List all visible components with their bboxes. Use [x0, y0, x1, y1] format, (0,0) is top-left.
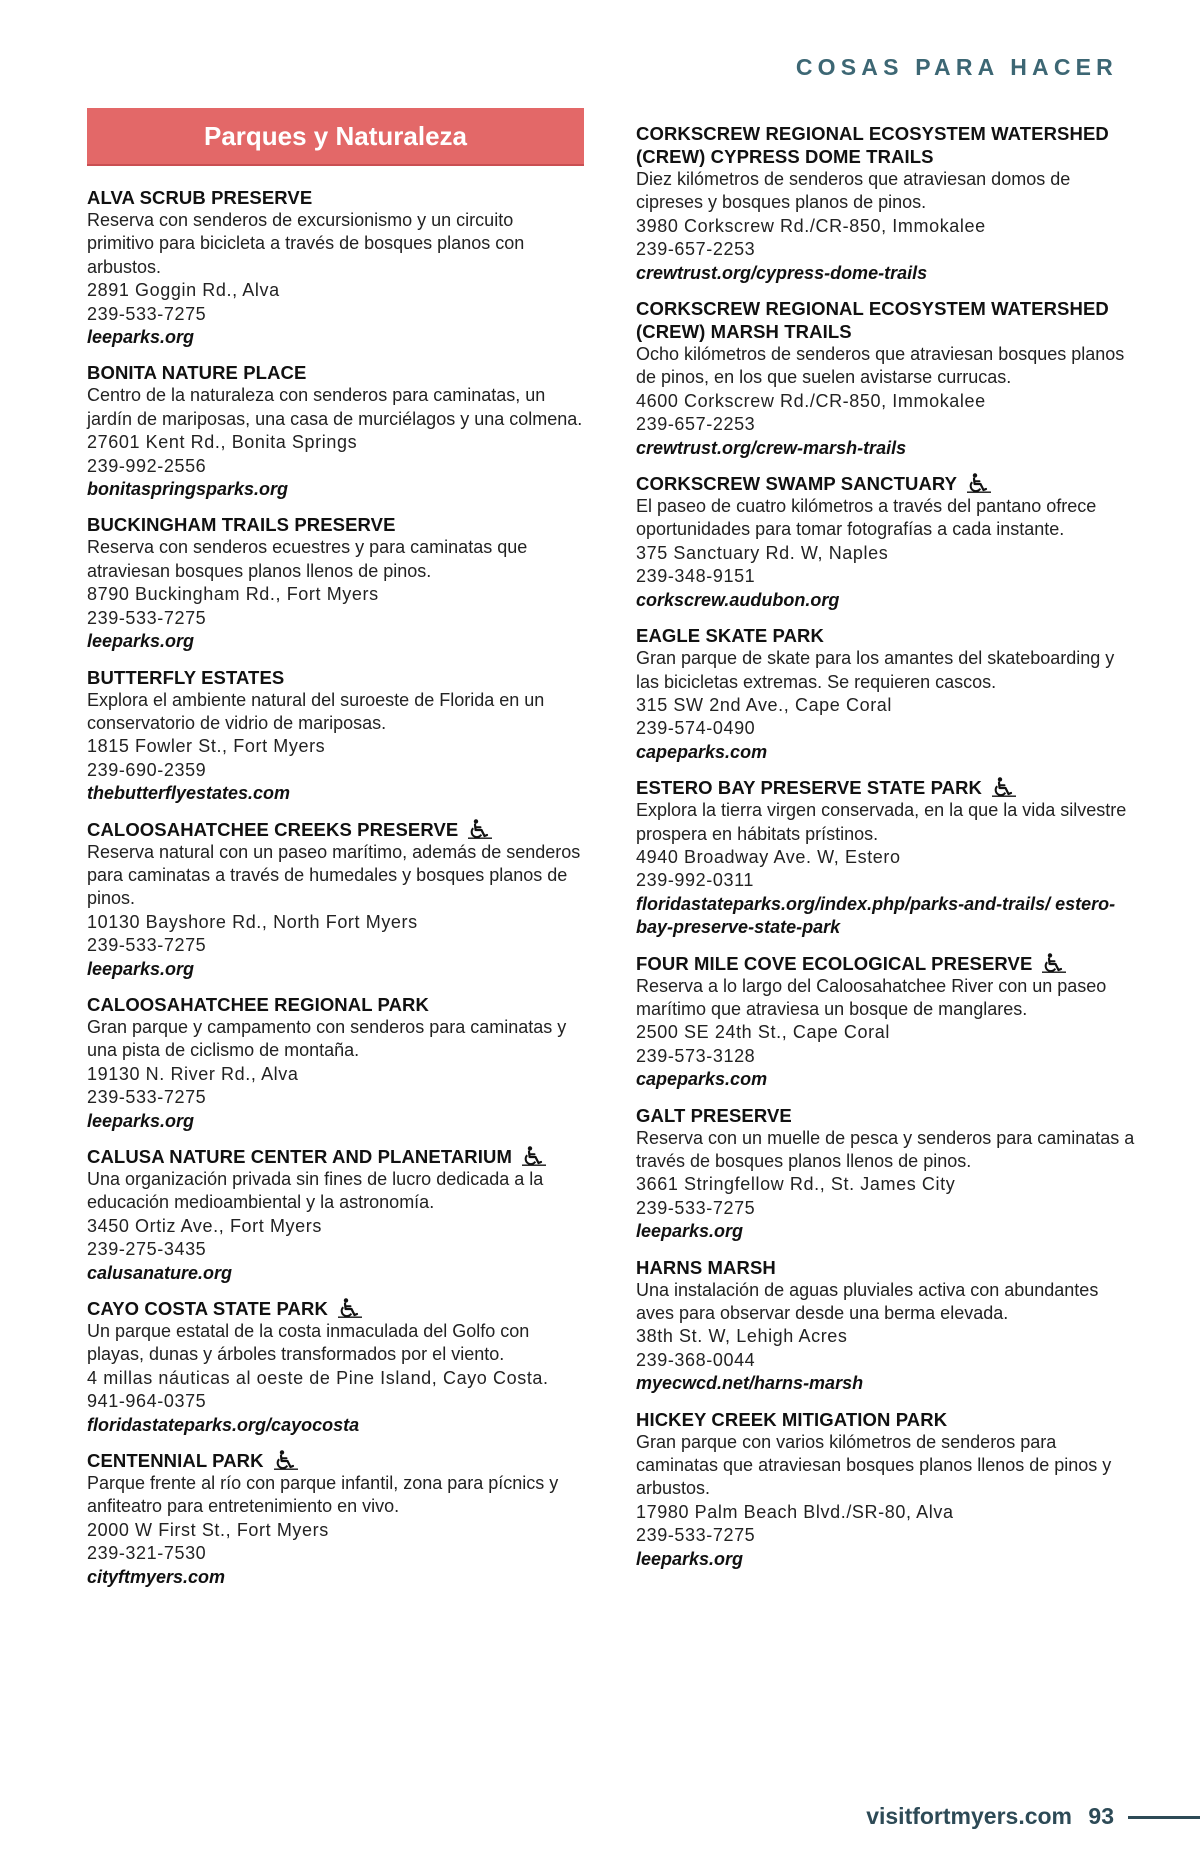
- park-description: El paseo de cuatro kilómetros a través del pantano ofrece oportunidades para tomar fotografías a cada instante.: [636, 496, 1097, 540]
- park-website-link[interactable]: leeparks.org: [636, 1548, 744, 1569]
- park-title: CAYO COSTA STATE PARK: [87, 1297, 584, 1320]
- section-label: COSAS PARA HACER: [795, 54, 1118, 80]
- right-column: [636, 122, 1136, 1583]
- park-phone: 239-573-3128: [636, 1045, 756, 1066]
- park-description: Ocho kilómetros de senderos que atraviesan bosques planos de pinos, en los que suelen avistarse currucas.: [636, 344, 1125, 388]
- park-description: Reserva con senderos de excursionismo y un circuito primitivo para bicicleta a través de bosques planos con arbustos.: [87, 210, 525, 277]
- park-title: HICKEY CREEK MITIGATION PARK: [636, 1408, 948, 1430]
- park-description: Una instalación de aguas pluviales activa con abundantes aves para observar desde una berma elevada.: [636, 1279, 1099, 1324]
- park-entry: [87, 361, 584, 501]
- park-address: 1815 Fowler St., Fort Myers: [87, 736, 326, 757]
- park-entry: [636, 122, 1136, 285]
- left-entry-list: [87, 186, 584, 1589]
- footer-site-link[interactable]: visitfortmyers.com: [866, 1803, 1073, 1829]
- wheelchair-icon: [992, 777, 1016, 797]
- park-description: Gran parque con varios kilómetros de senderos para caminatas que atraviesan bosques planos llenos de pinos y arbustos.: [636, 1431, 1112, 1499]
- park-entry: [87, 1449, 584, 1589]
- park-description: Gran parque de skate para los amantes del skateboarding y las bicicletas extremas. Se requieren cascos.: [636, 648, 1115, 692]
- park-address: 4600 Corkscrew Rd./CR-850, Immokalee: [636, 390, 986, 411]
- park-address: 3450 Ortiz Ave., Fort Myers: [87, 1215, 322, 1236]
- park-phone: 239-321-7530: [87, 1543, 207, 1564]
- park-entry: [636, 952, 1136, 1092]
- park-entry: [636, 297, 1136, 460]
- park-title: BUTTERFLY ESTATES: [87, 666, 285, 688]
- park-title: ESTERO BAY PRESERVE STATE PARK: [636, 776, 1136, 799]
- park-description: Gran parque y campamento con senderos para caminatas y una pista de ciclismo de montaña.: [87, 1016, 567, 1061]
- park-website-link[interactable]: crewtrust.org/cypress-dome-trails: [636, 262, 928, 283]
- park-phone: 239-368-0044: [636, 1349, 756, 1370]
- park-entry: [636, 472, 1136, 612]
- park-title: CORKSCREW SWAMP SANCTUARY: [636, 472, 1136, 495]
- park-entry: [87, 186, 584, 349]
- park-address: 315 SW 2nd Ave., Cape Coral: [636, 694, 893, 715]
- park-description: Una organización privada sin fines de lucro dedicada a la educación medioambiental y la astronomía.: [87, 1169, 544, 1213]
- footer-rule: [1128, 1816, 1200, 1819]
- park-title: CALUSA NATURE CENTER AND PLANETARIUM: [87, 1145, 584, 1168]
- park-address: 4940 Broadway Ave. W, Estero: [636, 846, 901, 867]
- park-website-link[interactable]: leeparks.org: [87, 631, 195, 652]
- park-description: Reserva a lo largo del Caloosahatchee River con un paseo marítimo que atraviesa un bosque de manglares.: [636, 975, 1107, 1019]
- park-address: 8790 Buckingham Rd., Fort Myers: [87, 584, 379, 605]
- park-entry: [636, 1104, 1136, 1244]
- park-title: ALVA SCRUB PRESERVE: [87, 187, 313, 208]
- park-website-link[interactable]: crewtrust.org/crew-marsh-trails: [636, 437, 907, 458]
- park-description: Diez kilómetros de senderos que atraviesan domos de cipreses y bosques planos de pinos.: [636, 169, 1071, 213]
- park-title: HARNS MARSH: [636, 1256, 776, 1278]
- park-title: CORKSCREW REGIONAL ECOSYSTEM WATERSHED (CREW) MARSH TRAILS: [636, 298, 1109, 343]
- park-entry: [87, 1145, 584, 1285]
- park-entry: [87, 513, 584, 653]
- park-address: 2500 SE 24th St., Cape Coral: [636, 1022, 890, 1043]
- park-website-link[interactable]: leeparks.org: [636, 1221, 744, 1242]
- park-entry: [87, 1297, 584, 1437]
- wheelchair-icon: [967, 473, 991, 493]
- park-address: 3980 Corkscrew Rd./CR-850, Immokalee: [636, 215, 986, 236]
- park-description: Centro de la naturaleza con senderos para caminatas, un jardín de mariposas, una casa de murciélagos y una colmena.: [87, 385, 583, 429]
- park-title: EAGLE SKATE PARK: [636, 625, 824, 647]
- wheelchair-icon: [274, 1450, 298, 1470]
- park-address: 375 Sanctuary Rd. W, Naples: [636, 542, 889, 563]
- park-address: 2000 W First St., Fort Myers: [87, 1519, 329, 1540]
- park-phone: 239-533-7275: [87, 303, 207, 324]
- left-column: [87, 108, 584, 1601]
- park-website-link[interactable]: leeparks.org: [87, 1110, 195, 1131]
- park-title: CENTENNIAL PARK: [87, 1449, 584, 1472]
- park-phone: 239-275-3435: [87, 1239, 207, 1260]
- park-title: GALT PRESERVE: [636, 1104, 792, 1126]
- right-entry-list: [636, 122, 1136, 1571]
- park-address: 19130 N. River Rd., Alva: [87, 1063, 299, 1084]
- park-website-link[interactable]: leeparks.org: [87, 327, 195, 348]
- wheelchair-icon: [338, 1298, 362, 1318]
- page-number: 93: [1088, 1803, 1114, 1829]
- park-website-link[interactable]: cityftmyers.com: [87, 1566, 226, 1587]
- park-phone: 239-992-0311: [636, 870, 754, 891]
- park-description: Reserva con senderos ecuestres y para caminatas que atraviesan bosques planos llenos de pinos.: [87, 537, 528, 581]
- park-phone: 239-992-2556: [87, 455, 207, 476]
- park-website-link[interactable]: corkscrew.audubon.org: [636, 589, 840, 610]
- park-address: 10130 Bayshore Rd., North Fort Myers: [87, 911, 418, 932]
- park-title: FOUR MILE COVE ECOLOGICAL PRESERVE: [636, 952, 1136, 975]
- park-phone: 239-533-7275: [87, 935, 207, 956]
- park-phone: 239-533-7275: [636, 1525, 756, 1546]
- park-website-link[interactable]: capeparks.com: [636, 741, 768, 762]
- park-phone: 941-964-0375: [87, 1391, 207, 1412]
- park-entry: [636, 776, 1136, 939]
- park-website-link[interactable]: capeparks.com: [636, 1069, 768, 1090]
- park-address: 2891 Goggin Rd., Alva: [87, 280, 280, 301]
- wheelchair-icon: [468, 819, 492, 839]
- category-banner: Parques y Naturaleza: [87, 108, 584, 166]
- park-website-link[interactable]: floridastateparks.org/index.php/parks-and-trails/ estero-bay-preserve-state-park: [636, 893, 1116, 938]
- park-description: Reserva con un muelle de pesca y senderos para caminatas a través de bosques planos llenos de pinos.: [636, 1127, 1135, 1171]
- park-description: Reserva natural con un paseo marítimo, además de senderos para caminatas a través de humedales y bosques planos de pinos.: [87, 841, 581, 909]
- park-website-link[interactable]: leeparks.org: [87, 958, 195, 979]
- park-title: CORKSCREW REGIONAL ECOSYSTEM WATERSHED (CREW) CYPRESS DOME TRAILS: [636, 123, 1109, 167]
- park-title: BUCKINGHAM TRAILS PRESERVE: [87, 514, 396, 536]
- park-website-link[interactable]: thebutterflyestates.com: [87, 783, 291, 804]
- park-entry: [87, 818, 584, 981]
- park-title: CALOOSAHATCHEE CREEKS PRESERVE: [87, 818, 584, 841]
- park-phone: 239-657-2253: [636, 239, 756, 260]
- park-phone: 239-533-7275: [87, 1087, 207, 1108]
- page-footer: [866, 1803, 1114, 1830]
- park-description: Explora el ambiente natural del suroeste de Florida en un conservatorio de vidrio de mariposas.: [87, 689, 545, 733]
- park-phone: 239-574-0490: [636, 718, 756, 739]
- park-entry: [636, 624, 1136, 764]
- park-entry: [636, 1256, 1136, 1396]
- park-description: Explora la tierra virgen conservada, en la que la vida silvestre prospera en hábitats prístinos.: [636, 800, 1127, 844]
- park-website-link[interactable]: floridastateparks.org/cayocosta: [87, 1414, 360, 1435]
- park-entry: [87, 993, 584, 1133]
- park-phone: 239-657-2253: [636, 414, 756, 435]
- park-address: 38th St. W, Lehigh Acres: [636, 1326, 848, 1347]
- park-title: CALOOSAHATCHEE REGIONAL PARK: [87, 993, 429, 1015]
- park-phone: 239-533-7275: [87, 607, 207, 628]
- park-description: Parque frente al río con parque infantil, zona para pícnics y anfiteatro para entretenimiento en vivo.: [87, 1473, 559, 1517]
- park-description: Un parque estatal de la costa inmaculada del Golfo con playas, dunas y árboles transformados por el viento.: [87, 1321, 530, 1365]
- park-website-link[interactable]: myecwcd.net/harns-marsh: [636, 1373, 864, 1394]
- park-entry: [87, 666, 584, 806]
- park-address: 4 millas náuticas al oeste de Pine Island, Cayo Costa.: [87, 1367, 549, 1388]
- park-title: BONITA NATURE PLACE: [87, 362, 307, 384]
- park-website-link[interactable]: bonitaspringsparks.org: [87, 479, 289, 500]
- park-address: 27601 Kent Rd., Bonita Springs: [87, 432, 358, 453]
- park-address: 3661 Stringfellow Rd., St. James City: [636, 1174, 956, 1195]
- wheelchair-icon: [1042, 953, 1066, 973]
- park-phone: 239-533-7275: [636, 1197, 756, 1218]
- park-website-link[interactable]: calusanature.org: [87, 1262, 233, 1283]
- wheelchair-icon: [522, 1146, 546, 1166]
- park-phone: 239-690-2359: [87, 759, 207, 780]
- park-entry: [636, 1408, 1136, 1571]
- park-phone: 239-348-9151: [636, 566, 756, 587]
- park-address: 17980 Palm Beach Blvd./SR-80, Alva: [636, 1501, 954, 1522]
